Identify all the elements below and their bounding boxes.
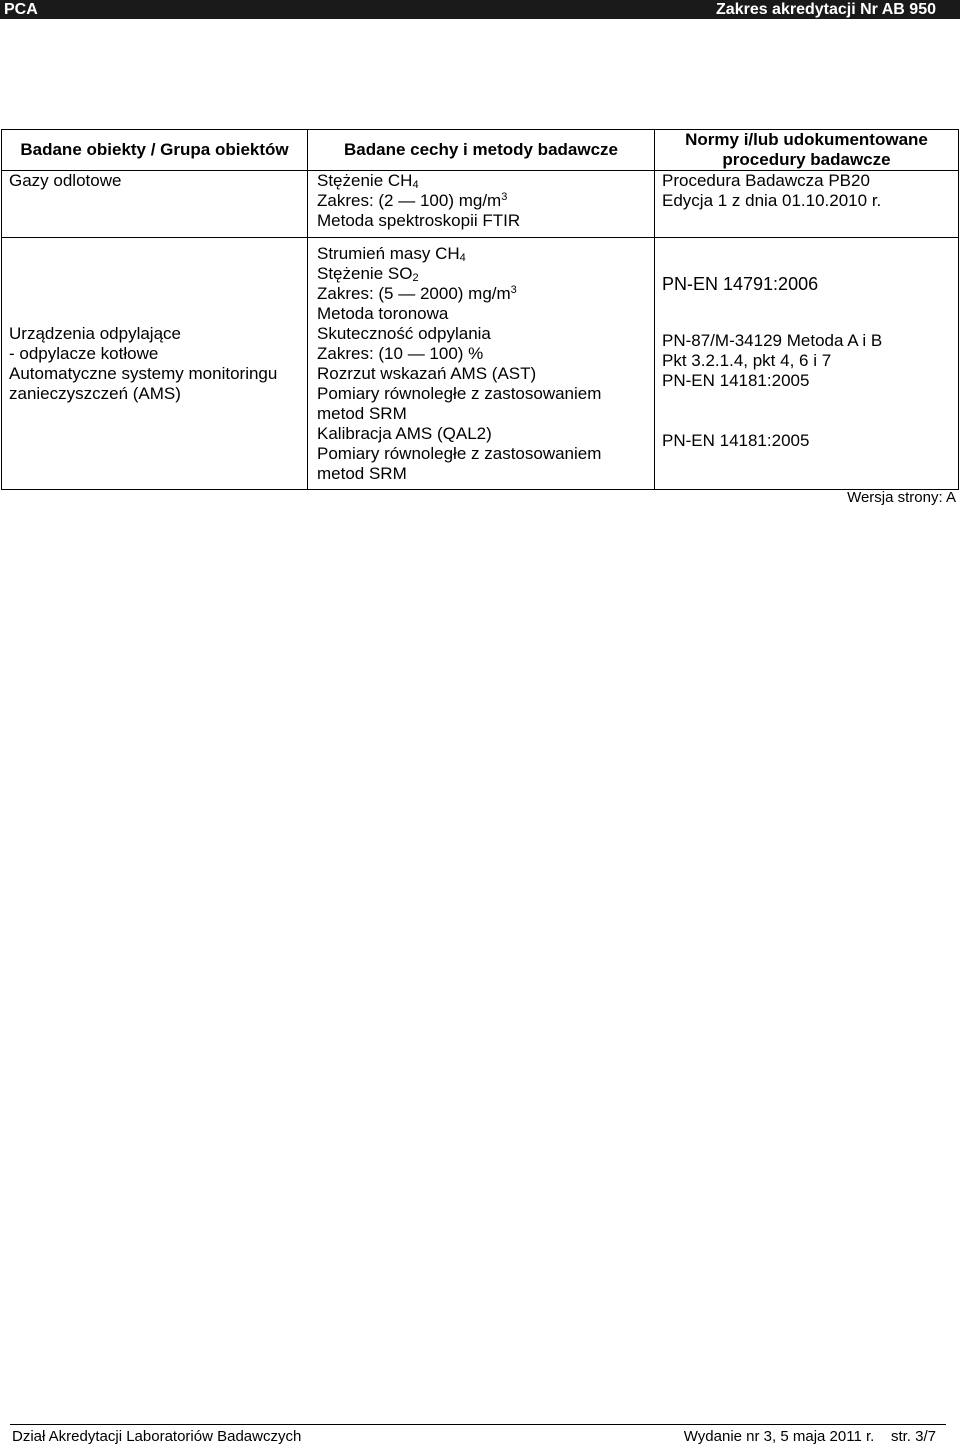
norm-text: Edycja 1 z dnia 01.10.2010 r. [662, 191, 882, 210]
feature-text: metod SRM [317, 464, 407, 483]
table-header-row [2, 130, 959, 171]
norm-text: PN-EN 14791:2006 [662, 274, 819, 294]
footer-divider [10, 1424, 946, 1425]
accreditation-table [1, 129, 959, 490]
page-version: Wersja strony: A [847, 489, 956, 506]
feature-text: Stężenie $SO_2$ [317, 264, 419, 284]
feature-text: Zakres: (2 — 100) $mg/m^3$ [317, 191, 508, 210]
norm-cell [655, 171, 959, 238]
footer-edition: Wydanie nr 3, 5 maja 2011 r. str. 3/7 [683, 1428, 936, 1445]
norm-text: Pkt 3.2.1.4, pkt 4, 6 i 7 [662, 351, 832, 370]
norm-text: PN-EN 14181:2005 [662, 431, 810, 450]
header-features: Badane cechy i metody badawcze [308, 130, 655, 171]
feature-text: Skuteczność odpylania [317, 324, 491, 343]
footer-department: Dział Akredytacji Laboratoriów Badawczych [12, 1428, 302, 1445]
feature-text: Pomiary równoległe z zastosowaniem [317, 444, 602, 463]
feature-text: Kalibracja AMS (QAL2) [317, 424, 492, 443]
norm-text: PN-EN 14181:2005 [662, 371, 810, 390]
object-text: Automatyczne systemy monitoringu [9, 364, 278, 383]
header-title: Zakres akredytacji Nr AB 950 [716, 1, 936, 18]
norm-text: Procedura Badawcza PB20 [662, 171, 870, 190]
feature-text: metod SRM [317, 404, 407, 423]
feature-text: Metoda spektroskopii FTIR [317, 211, 521, 230]
feature-text: Strumień masy $CH_4$ [317, 244, 466, 264]
object-text: - odpylacze kotłowe [9, 344, 159, 363]
norm-text: PN-87/M-34129 Metoda A i B [662, 331, 883, 350]
feature-text: Metoda toronowa [317, 304, 449, 323]
table-row [2, 238, 959, 490]
page-header [0, 0, 960, 19]
object-text: zanieczyszczeń (AMS) [9, 384, 181, 403]
object-cell [2, 238, 308, 490]
norm-cell [655, 238, 959, 490]
object-text: Urządzenia odpylające [9, 324, 181, 343]
object-text: Gazy odlotowe [9, 171, 122, 190]
feature-text: Zakres: (10 — 100) % [317, 344, 484, 363]
header-norms: Normy i/lub udokumentowane procedury badawcze [655, 130, 959, 171]
header-objects: Badane obiekty / Grupa obiektów [2, 130, 308, 171]
feature-text: Stężenie $CH_4$ [317, 171, 419, 191]
feature-text: Rozrzut wskazań AMS (AST) [317, 364, 537, 383]
header-org: PCA [4, 1, 38, 18]
feature-text: Pomiary równoległe z zastosowaniem [317, 384, 602, 403]
feature-cell [308, 238, 655, 490]
feature-text: Zakres: (5 — 2000) $mg/m^3$ [317, 284, 517, 303]
feature-cell [308, 171, 655, 238]
table-row [2, 171, 959, 238]
object-cell [2, 171, 308, 238]
